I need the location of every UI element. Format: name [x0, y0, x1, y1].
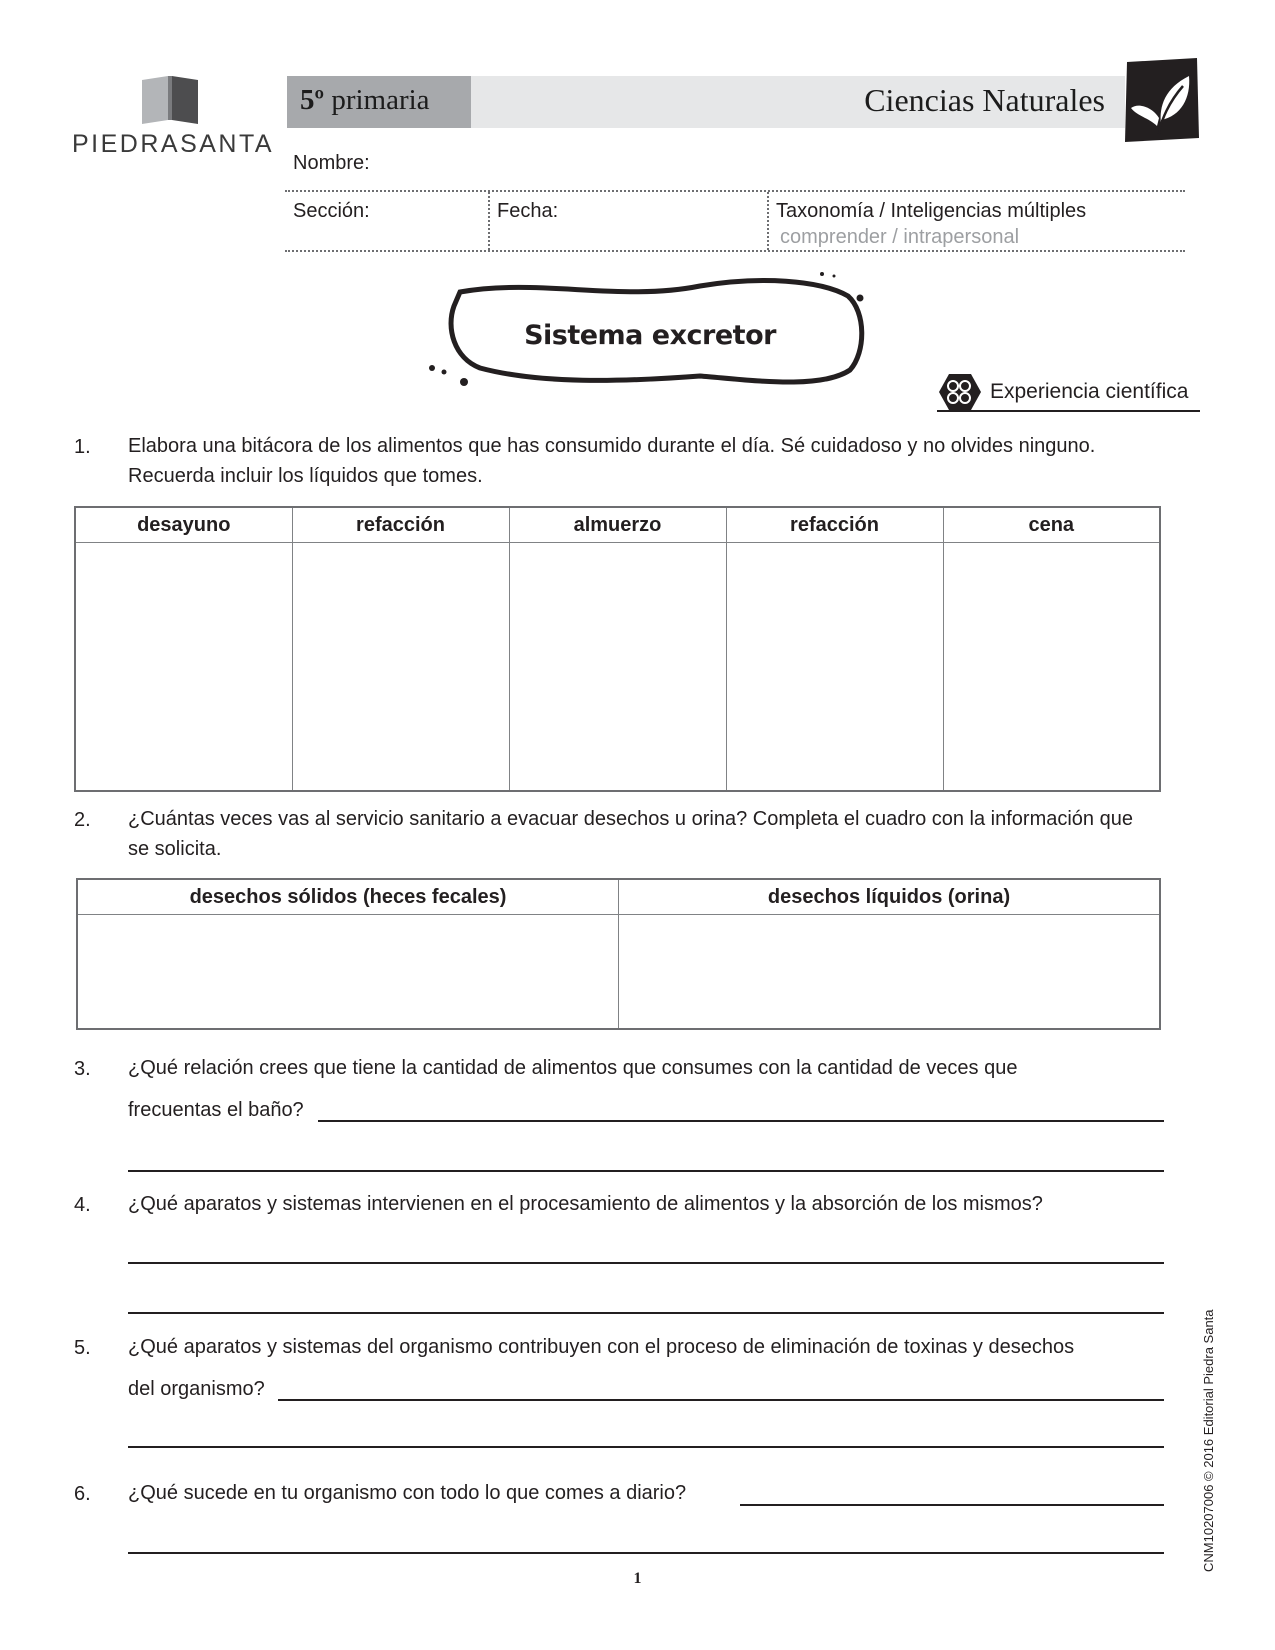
answer-line[interactable]	[318, 1120, 1164, 1122]
question-text: Elabora una bitácora de los alimentos que has consumido durante el día. Sé cuidadoso y no olvides ninguno. Recuerda incluir los líquidos que tomes.	[128, 435, 1096, 487]
waste-table	[76, 878, 1161, 1030]
question-number: 2.	[74, 809, 91, 831]
table-header: cena	[943, 507, 1160, 543]
answer-line[interactable]	[128, 1312, 1164, 1314]
question-text: ¿Qué sucede en tu organismo con todo lo que comes a diario?	[128, 1482, 687, 1504]
divider-line	[767, 192, 769, 250]
table-header: desechos sólidos (heces fecales)	[77, 879, 619, 915]
copyright-code: CNM10207006 © 2016 Editorial Piedra Santa	[1201, 1309, 1216, 1572]
question-text: ¿Qué aparatos y sistemas intervienen en el procesamiento de alimentos y la absorción de los mismos?	[128, 1193, 1043, 1215]
table-cell[interactable]	[292, 543, 509, 791]
question-number: 3.	[74, 1058, 91, 1080]
table-cell[interactable]	[943, 543, 1160, 791]
question-number: 5.	[74, 1337, 91, 1359]
table-cell[interactable]	[509, 543, 726, 791]
answer-line[interactable]	[278, 1399, 1164, 1401]
table-header: refacción	[292, 507, 509, 543]
answer-line[interactable]	[740, 1504, 1164, 1506]
publisher-logo: PIEDRASANTA	[72, 130, 275, 158]
question-text: del organismo?	[128, 1378, 265, 1400]
worksheet-title: Sistema excretor	[524, 320, 776, 351]
experience-label: Experiencia científica	[990, 380, 1189, 403]
meal-log-table	[74, 506, 1161, 792]
taxonomy-label: Taxonomía / Inteligencias múltiples	[776, 200, 1087, 222]
answer-line[interactable]	[128, 1262, 1164, 1264]
book-icon	[138, 74, 202, 128]
question-text: frecuentas el baño?	[128, 1099, 304, 1121]
name-label: Nombre:	[293, 152, 370, 174]
divider-line	[285, 250, 1185, 252]
experience-underline	[937, 410, 1200, 412]
page-number: 1	[633, 1570, 642, 1587]
question-text: ¿Qué aparatos y sistemas del organismo contribuyen con el proceso de eliminación de toxinas y desechos	[128, 1336, 1075, 1358]
answer-line[interactable]	[128, 1446, 1164, 1448]
section-label: Sección:	[293, 200, 370, 222]
answer-line[interactable]	[128, 1552, 1164, 1554]
table-header: desayuno	[75, 507, 292, 543]
table-cell[interactable]	[77, 915, 619, 1029]
leaf-icon	[1121, 58, 1202, 143]
table-header: refacción	[726, 507, 943, 543]
molecule-icon	[937, 370, 983, 414]
question-number: 6.	[74, 1483, 91, 1505]
question-text: ¿Qué relación crees que tiene la cantidad de alimentos que consumes con la cantidad de veces que	[128, 1057, 1018, 1079]
table-cell[interactable]	[726, 543, 943, 791]
table-header: desechos líquidos (orina)	[619, 879, 1161, 915]
question-number: 1.	[74, 436, 91, 458]
taxonomy-value: comprender / intrapersonal	[780, 226, 1020, 248]
subject-title: Ciencias Naturales	[864, 82, 1105, 118]
grade-label: 5º primaria	[300, 84, 430, 116]
question-number: 4.	[74, 1194, 91, 1216]
divider-line	[285, 190, 1185, 192]
answer-line[interactable]	[128, 1170, 1164, 1172]
question-text: ¿Cuántas veces vas al servicio sanitario a evacuar desechos u orina? Completa el cuadro con la información que se solicita.	[128, 808, 1133, 860]
table-header: almuerzo	[509, 507, 726, 543]
divider-line	[488, 192, 490, 250]
table-cell[interactable]	[75, 543, 292, 791]
date-label: Fecha:	[497, 200, 559, 222]
table-cell[interactable]	[619, 915, 1161, 1029]
